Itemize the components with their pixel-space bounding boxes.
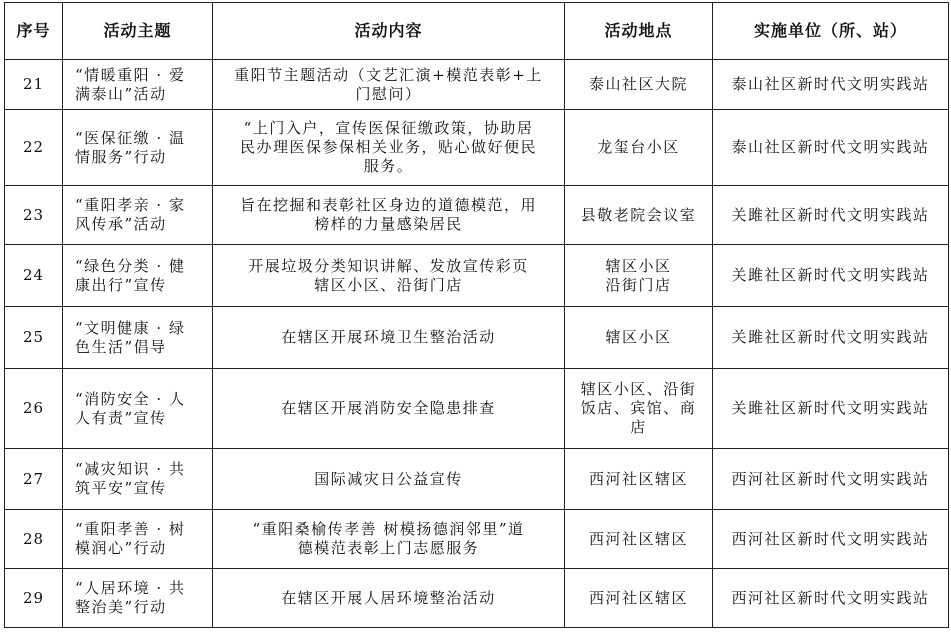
cell-unit: 泰山社区新时代文明实践站 <box>713 60 949 110</box>
cell-topic <box>63 245 213 307</box>
cell-content <box>213 307 565 369</box>
table-row <box>5 186 949 245</box>
cell-content-line: 门慰问） <box>355 84 422 103</box>
cell-no: 25 <box>5 307 63 369</box>
cell-topic-line: “文明健康 · 绿 <box>75 318 186 337</box>
table-row <box>5 60 949 110</box>
cell-topic-line: 模润心”行动 <box>75 539 167 557</box>
cell-content-line: 榜样的力量感染居民 <box>314 215 463 233</box>
cell-place <box>565 186 713 245</box>
cell-topic-line: 风传承”活动 <box>75 215 167 233</box>
cell-no: 23 <box>5 186 63 245</box>
cell-place-line: 西河社区辖区 <box>588 469 688 488</box>
cell-no: 24 <box>5 245 63 307</box>
header-unit: 实施单位（所、站） <box>713 3 949 60</box>
activity-table <box>4 2 949 628</box>
cell-place-line: 西河社区辖区 <box>588 588 688 607</box>
cell-place-line: 店 <box>630 417 647 436</box>
cell-unit: 泰山社区新时代文明实践站 <box>713 110 949 186</box>
cell-topic <box>63 510 213 569</box>
cell-place-line: 辖区小区 <box>605 256 672 275</box>
cell-unit: 关雎社区新时代文明实践站 <box>713 307 949 369</box>
cell-place-line: 西河社区辖区 <box>588 529 688 548</box>
cell-no: 21 <box>5 60 63 110</box>
cell-topic-line: 康出行”宣传 <box>75 275 167 294</box>
cell-topic-line: “人居环境 · 共 <box>75 579 186 598</box>
table-row <box>5 449 949 510</box>
cell-topic <box>63 307 213 369</box>
cell-place-line: 辖区小区 <box>605 328 672 347</box>
table-row <box>5 569 949 628</box>
cell-topic-line: 情服务”行动 <box>75 147 167 166</box>
table-row <box>5 110 949 186</box>
cell-content-line: 民办理医保参保相关业务，贴心做好便民 <box>239 138 537 157</box>
cell-content-line: 开展垃圾分类知识讲解、发放宣传彩页 <box>248 256 529 275</box>
cell-content <box>213 449 565 510</box>
table-row <box>5 245 949 307</box>
cell-no: 29 <box>5 569 63 628</box>
cell-unit: 关雎社区新时代文明实践站 <box>713 186 949 245</box>
cell-place <box>565 307 713 369</box>
table-header-row <box>5 3 949 60</box>
cell-content <box>213 369 565 449</box>
cell-no: 27 <box>5 449 63 510</box>
header-no: 序号 <box>5 3 63 60</box>
table-row <box>5 369 949 449</box>
cell-topic-line: “重阳孝亲 · 家 <box>75 196 186 215</box>
cell-content <box>213 245 565 307</box>
cell-topic <box>63 449 213 510</box>
cell-place <box>565 369 713 449</box>
cell-content-line: 国际减灾日公益宣传 <box>314 469 463 488</box>
cell-topic-line: “消防安全 · 人 <box>75 389 186 408</box>
cell-place-line: 龙玺台小区 <box>597 138 680 157</box>
cell-topic <box>63 369 213 449</box>
cell-no: 22 <box>5 110 63 186</box>
cell-no: 28 <box>5 510 63 569</box>
table-row <box>5 510 949 569</box>
cell-topic-line: “减灾知识 · 共 <box>75 460 186 479</box>
cell-topic-line: “情暖重阳 · 爱 <box>75 65 186 84</box>
cell-place <box>565 60 713 110</box>
cell-place-line: 泰山社区大院 <box>588 75 688 94</box>
cell-no: 26 <box>5 369 63 449</box>
cell-topic-line: 色生活”倡导 <box>75 337 167 356</box>
header-content: 活动内容 <box>213 3 565 60</box>
cell-place-line: 沿街门店 <box>605 275 672 294</box>
cell-content-line: “重阳桑榆传孝善 树模扬德润邻里”道 <box>252 520 525 539</box>
cell-unit: 西河社区新时代文明实践站 <box>713 510 949 569</box>
cell-unit: 关雎社区新时代文明实践站 <box>713 245 949 307</box>
cell-place <box>565 110 713 186</box>
table-row <box>5 307 949 369</box>
cell-content-line: 辖区小区、沿街门店 <box>314 275 463 294</box>
cell-content-line: 在辖区开展环境卫生整治活动 <box>281 328 496 347</box>
cell-place <box>565 449 713 510</box>
cell-content-line: 在辖区开展消防安全隐患排查 <box>281 399 496 418</box>
header-place: 活动地点 <box>565 3 713 60</box>
cell-place-line: 饭店、宾馆、商 <box>580 399 697 418</box>
cell-topic <box>63 110 213 186</box>
cell-unit: 关雎社区新时代文明实践站 <box>713 369 949 449</box>
cell-topic <box>63 186 213 245</box>
cell-topic-line: 筑平安”宣传 <box>75 479 167 497</box>
cell-content-line: 旨在挖掘和表彰社区身边的道德模范，用 <box>239 196 537 215</box>
cell-content <box>213 110 565 186</box>
cell-content-line: “上门入户，宣传医保征缴政策，协助居 <box>243 119 534 138</box>
cell-topic-line: “重阳孝善 · 树 <box>75 520 186 539</box>
cell-topic <box>63 569 213 628</box>
cell-topic-line: 人有责”宣传 <box>75 408 167 427</box>
table-body <box>5 60 949 628</box>
cell-content-line: 在辖区开展人居环境整治活动 <box>281 588 496 607</box>
cell-content <box>213 60 565 110</box>
cell-content-line: 重阳节主题活动（文艺汇演+模范表彰+上 <box>234 65 543 84</box>
cell-content <box>213 186 565 245</box>
cell-place-line: 辖区小区、沿街 <box>580 380 697 399</box>
cell-content-line: 德模范表彰上门志愿服务 <box>297 539 480 557</box>
cell-topic-line: 整治美”行动 <box>75 598 167 616</box>
cell-topic-line: “绿色分类 · 健 <box>75 256 186 275</box>
cell-topic-line: 满泰山”活动 <box>75 84 167 103</box>
cell-content <box>213 569 565 628</box>
cell-unit: 西河社区新时代文明实践站 <box>713 449 949 510</box>
cell-topic-line: “医保征缴 · 温 <box>75 128 186 147</box>
cell-content <box>213 510 565 569</box>
cell-content-line: 服务。 <box>363 156 414 175</box>
cell-place <box>565 569 713 628</box>
cell-place-line: 县敬老院会议室 <box>580 205 697 224</box>
cell-place <box>565 245 713 307</box>
header-topic: 活动主题 <box>63 3 213 60</box>
cell-place <box>565 510 713 569</box>
cell-unit: 西河社区新时代文明实践站 <box>713 569 949 628</box>
cell-topic <box>63 60 213 110</box>
